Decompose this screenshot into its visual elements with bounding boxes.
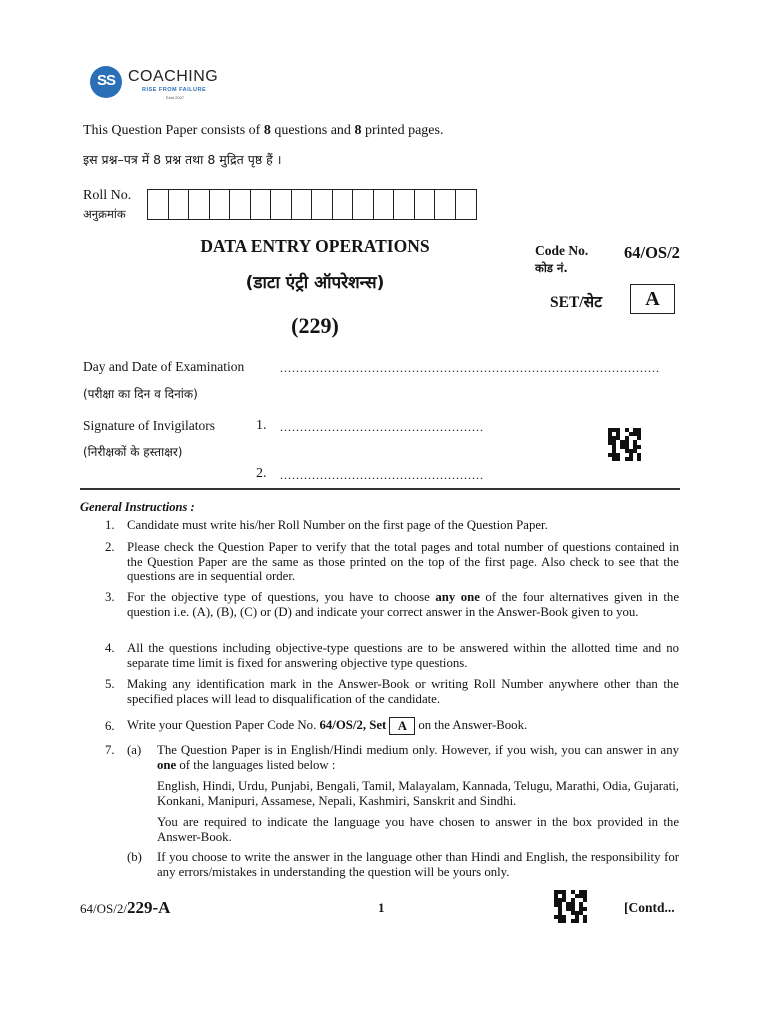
exam-date-label-hi: (परीक्षा का दिन व दिनांक) [83, 387, 198, 401]
instr-2-num: 2. [105, 540, 115, 554]
roll-number-boxes[interactable] [147, 189, 477, 220]
roll-digit-box[interactable] [394, 190, 415, 219]
pages-info-en: This Question Paper consists of 8 questions and 8 printed pages. [83, 123, 444, 138]
instr-1-text: Candidate must write his/her Roll Number on the first page of the Question Paper. [127, 518, 548, 532]
instr-4-num: 4. [105, 641, 115, 655]
subject-title: DATA ENTRY OPERATIONS [200, 236, 430, 256]
footer-paper-code: 64/OS/2/229-A [80, 898, 171, 917]
subject-title-hi: (डाटा एंट्री ऑपरेशन्स) [245, 273, 385, 293]
instr-5-num: 5. [105, 677, 115, 691]
instr-6-num: 6. [105, 719, 115, 733]
instr-7a-indicate: You are required to indicate the language you have chosen to answer in the box provided in the Answer-Book. [157, 815, 679, 844]
instr-7a-label: (a) [127, 743, 142, 757]
instr-7b-label: (b) [127, 850, 142, 864]
instr-6-text: Write your Question Paper Code No. 64/OS/2, Set A on the Answer-Book. [127, 717, 528, 733]
instr-5-text: Making any identification mark in the Answer-Book or writing Roll Number anywhere other than the specified places will lead to disqualification of the candidate. [127, 677, 679, 706]
set-box: A [630, 284, 675, 314]
instr-4-text: All the questions including objective-type questions are to be answered within the allotted time and no separate time limit is fixed for answering objective type questions. [127, 641, 679, 670]
contd-label: [Contd... [624, 900, 675, 915]
roll-digit-box[interactable] [292, 190, 313, 219]
roll-digit-box[interactable] [353, 190, 374, 219]
instr-7b-text: If you choose to write the answer in the language other than Hindi and English, the responsibility for any errors/mistakes in understanding the question will be yours only. [157, 850, 679, 879]
exam-date-field[interactable]: ............................................................................................... [280, 361, 660, 375]
roll-digit-box[interactable] [251, 190, 272, 219]
instr-7a-languages: English, Hindi, Urdu, Punjabi, Bengali, Tamil, Malayalam, Kannada, Telugu, Marathi, Odia, Gujarati, Konkani, Manipuri, Assamese, Nepali, Kashmiri, Sanskrit and Sindhi. [157, 779, 679, 808]
roll-label: Roll No. [83, 188, 132, 203]
instr-7-num: 7. [105, 743, 115, 757]
roll-digit-box[interactable] [271, 190, 292, 219]
subject-code: (229) [291, 313, 339, 338]
logo-est: Estd 2007 [166, 95, 185, 100]
code-label: Code No. [535, 243, 589, 258]
invigilator-label-hi: (निरीक्षकों के हस्ताक्षर) [83, 445, 183, 459]
instr-7a-text: The Question Paper is in English/Hindi medium only. However, if you wish, you can answer in any one of the languages listed below : [157, 743, 679, 772]
invigilator-2-field[interactable]: ................................................... [280, 468, 484, 482]
footer-qr-code-icon [554, 890, 587, 923]
set-label: SET/सेट [550, 294, 602, 311]
logo-tagline: RISE FROM FAILURE [142, 87, 207, 93]
invigilator-label: Signature of Invigilators [83, 418, 215, 433]
qr-code-icon [608, 428, 641, 461]
roll-digit-box[interactable] [230, 190, 251, 219]
roll-label-hi: अनुक्रमांक [83, 207, 126, 221]
divider [80, 488, 680, 490]
exam-date-label: Day and Date of Examination [83, 359, 245, 374]
roll-digit-box[interactable] [210, 190, 231, 219]
instr-1-num: 1. [105, 518, 115, 532]
roll-digit-box[interactable] [435, 190, 456, 219]
instr-3-text: For the objective type of questions, you have to choose any one of the four alternatives given in the question i.e. (A), (B), (C) or (D) and indicate your correct answer in the Answer-Book given to you. [127, 590, 679, 619]
roll-digit-box[interactable] [415, 190, 436, 219]
invigilator-2-num: 2. [256, 466, 267, 481]
roll-digit-box[interactable] [333, 190, 354, 219]
roll-digit-box[interactable] [148, 190, 169, 219]
logo-name: COACHING [128, 68, 219, 85]
pages-info-hi: इस प्रश्न–पत्र में 8 प्रश्न तथा 8 मुद्रित पृष्ठ हैं । [83, 152, 282, 167]
invigilator-1-num: 1. [256, 418, 267, 433]
code-label-hi: कोड नं. [535, 261, 568, 275]
page-number: 1 [378, 900, 385, 915]
roll-digit-box[interactable] [169, 190, 190, 219]
logo-mark: SS [90, 66, 122, 98]
roll-digit-box[interactable] [189, 190, 210, 219]
instructions-title: General Instructions : [80, 500, 195, 514]
set-inline-box: A [389, 717, 415, 735]
code-value: 64/OS/2 [624, 243, 680, 262]
instr-3-num: 3. [105, 590, 115, 604]
roll-digit-box[interactable] [374, 190, 395, 219]
coaching-logo [90, 66, 250, 106]
instr-2-text: Please check the Question Paper to verify that the total pages and total number of questions contained in the Question Paper are the same as those printed on the top of the first page. Also check to see that the questions are in sequential order. [127, 540, 679, 583]
roll-digit-box[interactable] [456, 190, 477, 219]
invigilator-1-field[interactable]: ................................................... [280, 420, 484, 434]
roll-digit-box[interactable] [312, 190, 333, 219]
